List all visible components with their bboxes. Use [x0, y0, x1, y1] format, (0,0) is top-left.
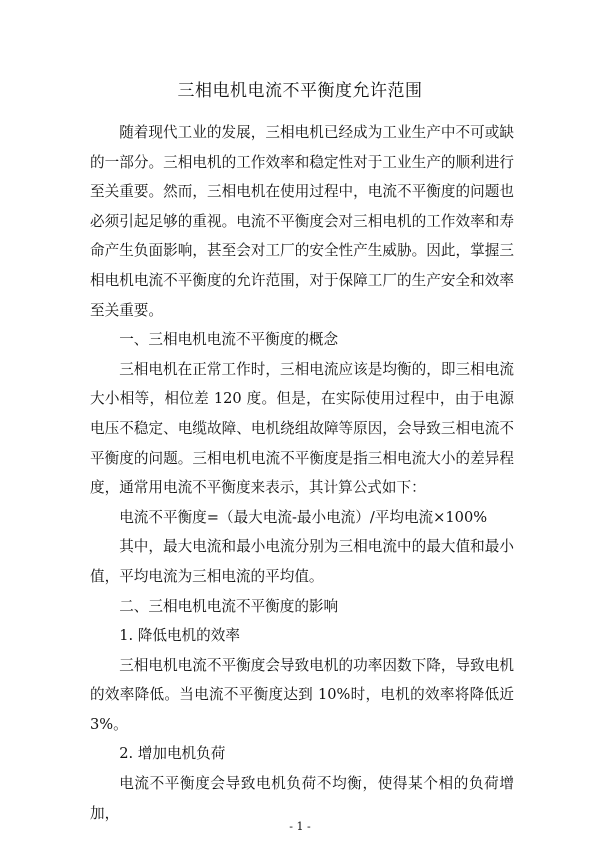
subheading-load: 2. 增加电机负荷	[119, 745, 226, 763]
subheading-efficiency: 1. 降低电机的效率	[119, 627, 240, 645]
formula-line: 电流不平衡度=（最大电流-最小电流）/平均电流×100%	[119, 508, 488, 526]
page-number: - 1 -	[289, 820, 311, 833]
paragraph-load: 电流不平衡度会导致电机负荷不均衡，使得某个相的负荷增加，	[90, 775, 514, 822]
document-title: 三相电机电流不平衡度允许范围	[177, 81, 423, 101]
paragraph-efficiency: 三相电机电流不平衡度会导致电机的功率因数下降，导致电机的效率降低。当电流不平衡度达到 10%时，电机的效率将降低近 3%。	[90, 656, 514, 733]
section-heading-impact: 二、三相电机电流不平衡度的影响	[119, 597, 339, 615]
paragraph-concept: 三相电机在正常工作时，三相电流应该是均衡的，即三相电流大小相等，相位差 120 度。但是，在实际使用过程中，由于电源电压不稳定、电缆故障、电机绕组故障等原因，会导致三相电流不平衡度的问题。三相电机电流不平衡度是指三相电流大小的差异程度，通常用电流不平衡度来表示，其计算公式如下：	[90, 360, 514, 497]
document-body	[90, 118, 514, 828]
paragraph-intro: 随着现代工业的发展，三相电机已经成为工业生产中不可或缺的一部分。三相电机的工作效率和稳定性对于工业生产的顺利进行至关重要。然而，三相电机在使用过程中，电流不平衡度的问题也必须引起足够的重视。电流不平衡度会对三相电机的工作效率和寿命产生负面影响，甚至会对工厂的安全性产生威胁。因此，掌握三相电机电流不平衡度的允许范围，对于保障工厂的生产安全和效率至关重要。	[90, 124, 514, 319]
section-heading-concept: 一、三相电机电流不平衡度的概念	[119, 331, 339, 349]
paragraph-formula-explanation: 其中，最大电流和最小电流分别为三相电流中的最大值和最小值，平均电流为三相电流的平均值。	[90, 538, 514, 585]
